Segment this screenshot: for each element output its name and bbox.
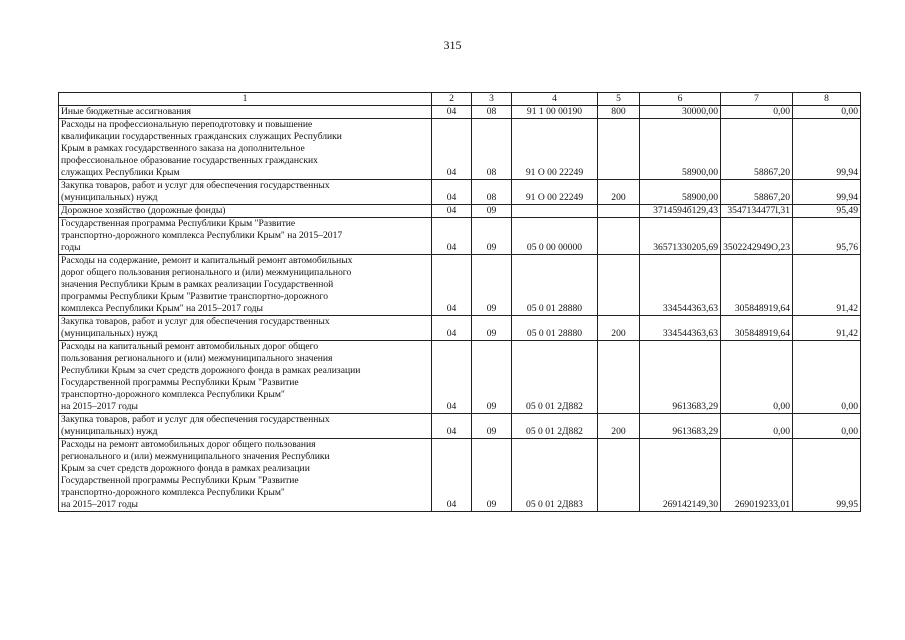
header-row: [59, 93, 861, 106]
item-name-cell: Расходы на ремонт автомобильных дорог общего пользования регионального и (или) межмуниципального значения Республики Крым за счет средств дорожного фонда в рамках реализации Государственной программы Республики Крым "Развитие транспортно-дорожного комплекса Республики Крым" на 2015–2017 годы: [59, 439, 432, 512]
item-name-cell: Расходы на содержание, ремонт и капитальный ремонт автомобильных дорог общего пользования регионального и (или) межмуниципального значения Республики Крым в рамках реализации Государственной программы Республики Крым "Развитие транспортно-дорожного комплекса Республики Крым" на 2015–2017 годы: [59, 255, 432, 316]
item-name-cell: Расходы на профессиональную переподготовку и повышение квалификации государственных гражданских служащих Республики Крым в рамках государственного заказа на дополнительное профессиональное образование государственных гражданских служащих Республики Крым: [59, 119, 432, 180]
planned-amount-cell: 334544363,63: [640, 316, 721, 341]
item-name-cell: Закупка товаров, работ и услуг для обеспечения государственных (муниципальных) нужд: [59, 180, 432, 205]
table-body: [59, 106, 861, 512]
header-cell: 4: [512, 93, 598, 106]
planned-amount-cell: 36571330205,69: [640, 218, 721, 255]
expense-type-cell: [598, 439, 640, 512]
section-code-cell: 04: [432, 414, 472, 439]
target-article-cell: [512, 205, 598, 218]
section-code-cell: 04: [432, 180, 472, 205]
header-cell: 6: [640, 93, 721, 106]
target-article-cell: 05 0 01 2Д883: [512, 439, 598, 512]
expense-type-cell: [598, 205, 640, 218]
subsection-code-cell: 09: [472, 341, 512, 414]
executed-amount-cell: 305848919,64: [721, 316, 793, 341]
header-cell: 8: [793, 93, 861, 106]
expense-type-cell: [598, 218, 640, 255]
execution-percent-cell: 91,42: [793, 255, 861, 316]
header-cell: 3: [472, 93, 512, 106]
execution-percent-cell: 99,94: [793, 119, 861, 180]
target-article-cell: 05 0 00 00000: [512, 218, 598, 255]
item-name-cell: Иные бюджетные ассигнования: [59, 106, 432, 119]
table-row: [59, 439, 861, 512]
expense-type-cell: 200: [598, 316, 640, 341]
planned-amount-cell: 58900,00: [640, 180, 721, 205]
target-article-cell: 05 0 01 2Д882: [512, 341, 598, 414]
target-article-cell: 91 О 00 22249: [512, 180, 598, 205]
executed-amount-cell: 58867,20: [721, 180, 793, 205]
budget-table: [58, 92, 861, 512]
subsection-code-cell: 09: [472, 414, 512, 439]
table-row: [59, 414, 861, 439]
executed-amount-cell: 0,00: [721, 414, 793, 439]
execution-percent-cell: 99,94: [793, 180, 861, 205]
header-cell: 5: [598, 93, 640, 106]
expense-type-cell: 200: [598, 414, 640, 439]
subsection-code-cell: 09: [472, 316, 512, 341]
table-row: [59, 106, 861, 119]
page-number: 315: [443, 38, 462, 52]
header-cell: 2: [432, 93, 472, 106]
section-code-cell: 04: [432, 341, 472, 414]
executed-amount-cell: 0,00: [721, 341, 793, 414]
section-code-cell: 04: [432, 119, 472, 180]
item-name-cell: Дорожное хозяйство (дорожные фонды): [59, 205, 432, 218]
subsection-code-cell: 08: [472, 106, 512, 119]
executed-amount-cell: 58867,20: [721, 119, 793, 180]
execution-percent-cell: 91,42: [793, 316, 861, 341]
section-code-cell: 04: [432, 106, 472, 119]
expense-type-cell: [598, 341, 640, 414]
subsection-code-cell: 09: [472, 205, 512, 218]
planned-amount-cell: 9613683,29: [640, 414, 721, 439]
execution-percent-cell: 0,00: [793, 414, 861, 439]
planned-amount-cell: 3714594б129,43: [640, 205, 721, 218]
execution-percent-cell: 95,49: [793, 205, 861, 218]
header-cell: 1: [59, 93, 432, 106]
header-cell: 7: [721, 93, 793, 106]
target-article-cell: 05 0 01 28880: [512, 316, 598, 341]
section-code-cell: 04: [432, 439, 472, 512]
item-name-cell: Закупка товаров, работ и услуг для обеспечения государственных (муниципальных) нужд: [59, 316, 432, 341]
target-article-cell: 91 О 00 22249: [512, 119, 598, 180]
item-name-cell: Государственная программа Республики Крым "Развитие транспортно-дорожного комплекса Республики Крым" на 2015–2017 годы: [59, 218, 432, 255]
subsection-code-cell: 09: [472, 439, 512, 512]
section-code-cell: 04: [432, 316, 472, 341]
table-row: [59, 341, 861, 414]
table-row: [59, 255, 861, 316]
execution-percent-cell: 0,00: [793, 106, 861, 119]
planned-amount-cell: 58900,00: [640, 119, 721, 180]
section-code-cell: 04: [432, 218, 472, 255]
section-code-cell: 04: [432, 205, 472, 218]
execution-percent-cell: 0,00: [793, 341, 861, 414]
planned-amount-cell: 9613683,29: [640, 341, 721, 414]
executed-amount-cell: 3547134477l,31: [721, 205, 793, 218]
section-code-cell: 04: [432, 255, 472, 316]
table-row: [59, 316, 861, 341]
table-row: [59, 218, 861, 255]
planned-amount-cell: 334544363,63: [640, 255, 721, 316]
expense-type-cell: 200: [598, 180, 640, 205]
executed-amount-cell: 269019233,01: [721, 439, 793, 512]
target-article-cell: 05 0 01 2Д882: [512, 414, 598, 439]
table-row: [59, 205, 861, 218]
target-article-cell: 05 0 01 28880: [512, 255, 598, 316]
executed-amount-cell: 3502242949O,23: [721, 218, 793, 255]
planned-amount-cell: 269142149,30: [640, 439, 721, 512]
subsection-code-cell: 08: [472, 119, 512, 180]
subsection-code-cell: 09: [472, 218, 512, 255]
execution-percent-cell: 99,95: [793, 439, 861, 512]
item-name-cell: Закупка товаров, работ и услуг для обеспечения государственных (муниципальных) нужд: [59, 414, 432, 439]
target-article-cell: 91 1 00 00190: [512, 106, 598, 119]
subsection-code-cell: 08: [472, 180, 512, 205]
item-name-cell: Расходы на капитальный ремонт автомобильных дорог общего пользования регионального и (или) межмуниципального значения Республики Крым за счет средств дорожного фонда в рамках реализации Государственной программы Республики Крым "Развитие транспортно-дорожного комплекса Республики Крым" на 2015–2017 годы: [59, 341, 432, 414]
executed-amount-cell: 305848919,64: [721, 255, 793, 316]
table-row: [59, 180, 861, 205]
table-row: [59, 119, 861, 180]
planned-amount-cell: 30000,00: [640, 106, 721, 119]
execution-percent-cell: 95,76: [793, 218, 861, 255]
expense-type-cell: [598, 119, 640, 180]
subsection-code-cell: 09: [472, 255, 512, 316]
executed-amount-cell: 0,00: [721, 106, 793, 119]
expense-type-cell: 800: [598, 106, 640, 119]
expense-type-cell: [598, 255, 640, 316]
